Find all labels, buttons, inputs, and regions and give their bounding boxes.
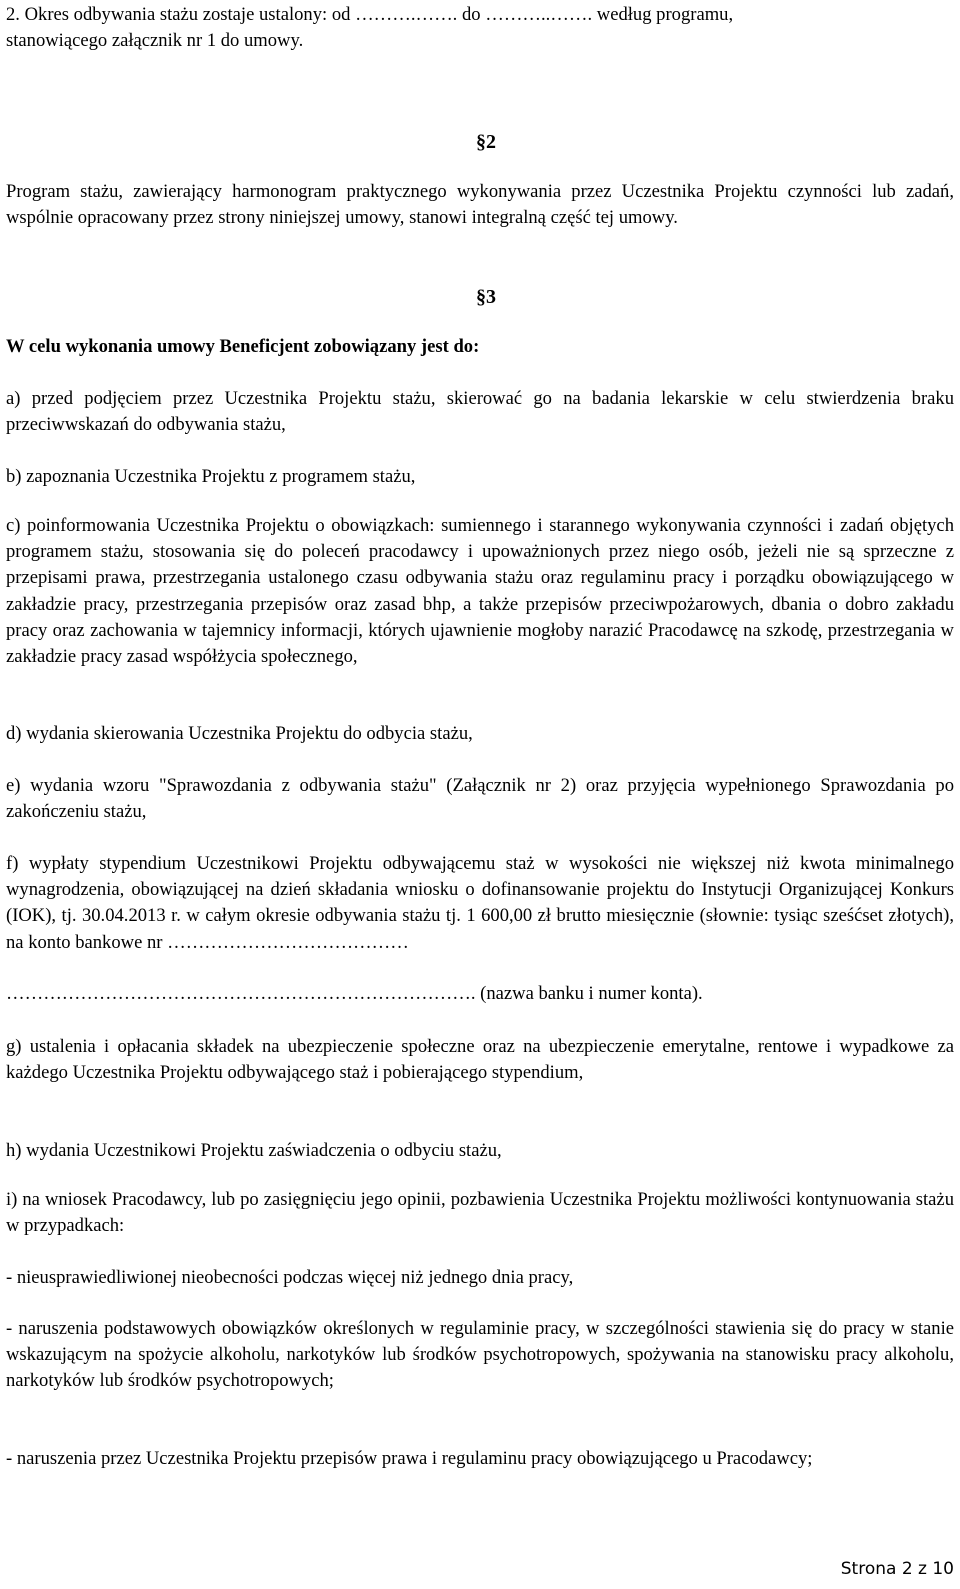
section-3-intro: W celu wykonania umowy Beneficjent zobowiązany jest do: xyxy=(6,336,480,357)
item-a: a) przed podjęciem przez Uczestnika Projektu stażu, skierować go na badania lekarskie w celu stwierdzenia braku przeciwwskazań do odbywania stażu, xyxy=(6,388,954,436)
page-number: Strona 2 z 10 xyxy=(840,1559,954,1579)
item-c: c) poinformowania Uczestnika Projektu o obowiązkach: sumiennego i starannego wykonywania czynności i zadań objętych programem stażu, stosowania się do poleceń pracodawcy i upoważnionych przez niego osób, jeżeli nie są sprzeczne z przepisami prawa, przestrzegania ustalonego czasu odbywania stażu oraz regulaminu pracy i porządku obowiązującego w zakładzie pracy, przestrzegania przepisów oraz zasad bhp, a także przepisów przeciwpożarowych, dbania o dobro zakładu pracy oraz zachowania w tajemnicy informacji, których ujawnienie mogłoby narazić Pracodawcę na szkodę, przestrzegania w zakładzie pracy zasad współżycia społecznego, xyxy=(6,515,954,668)
item-i: i) na wniosek Pracodawcy, lub po zasięgnięciu jego opinii, pozbawienia Uczestnika Projektu możliwości kontynuowania stażu w przypadkach: xyxy=(6,1189,954,1237)
case-obligations: - naruszenia podstawowych obowiązków określonych w regulaminie pracy, w szczególności stawienia się do pracy w stanie wskazującym na spożycie alkoholu, narkotyków lub środków psychotropowych, spożywania na stanowisku pracy alkoholu, narkotyków lub środków psychotropowych; xyxy=(6,1318,954,1392)
item-h: h) wydania Uczestnikowi Projektu zaświadczenia o odbyciu stażu, xyxy=(6,1140,502,1161)
item-f-bank: …………………………………………………………………. (nazwa banku i numer konta). xyxy=(6,983,703,1004)
item-e: e) wydania wzoru "Sprawozdania z odbywania stażu" (Załącznik nr 2) oraz przyjęcia wypełnionego Sprawozdania po zakończeniu stażu, xyxy=(6,775,954,823)
item-f-text: f) wypłaty stypendium Uczestnikowi Projektu odbywającemu staż w wysokości nie większej niż kwota minimalnego wynagrodzenia, obowiązującej na dzień składania wniosku o dofinansowanie projektu do Instytucji Organizującej Konkurs (IOK), tj. 30.04.2013 r. w całym okresie odbywania stażu tj. 1 600,00 zł brutto miesięcznie (słownie: tysiąc sześćset złotych), na konto bankowe nr ………………………………… xyxy=(6,853,954,953)
item-f xyxy=(6,851,954,956)
item-2-line-1: 2. Okres odbywania stażu zostaje ustalony: od ……….……. do ………..……. według programu, xyxy=(6,4,734,25)
item-2-line-2: stanowiącego załącznik nr 1 do umowy. xyxy=(6,30,304,52)
item-2-period xyxy=(6,2,954,54)
section-2-text: Program stażu, zawierający harmonogram praktycznego wykonywania przez Uczestnika Projektu czynności lub zadań, wspólnie opracowany przez strony niniejszej umowy, stanowi integralną część tej umowy. xyxy=(6,181,954,229)
case-absence: - nieusprawiedliwionej nieobecności podczas więcej niż jednego dnia pracy, xyxy=(6,1267,574,1288)
section-3-heading: §3 xyxy=(476,286,496,308)
item-b: b) zapoznania Uczestnika Projektu z programem stażu, xyxy=(6,466,416,487)
case-regulations: - naruszenia przez Uczestnika Projektu przepisów prawa i regulaminu pracy obowiązującego u Pracodawcy; xyxy=(6,1448,813,1469)
item-g: g) ustalenia i opłacania składek na ubezpieczenie społeczne oraz na ubezpieczenie emerytalne, rentowe i wypadkowe za każdego Uczestnika Projektu odbywającego staż i pobierającego stypendium, xyxy=(6,1036,954,1084)
section-2-heading: §2 xyxy=(476,131,496,153)
item-d: d) wydania skierowania Uczestnika Projektu do odbycia stażu, xyxy=(6,723,473,744)
